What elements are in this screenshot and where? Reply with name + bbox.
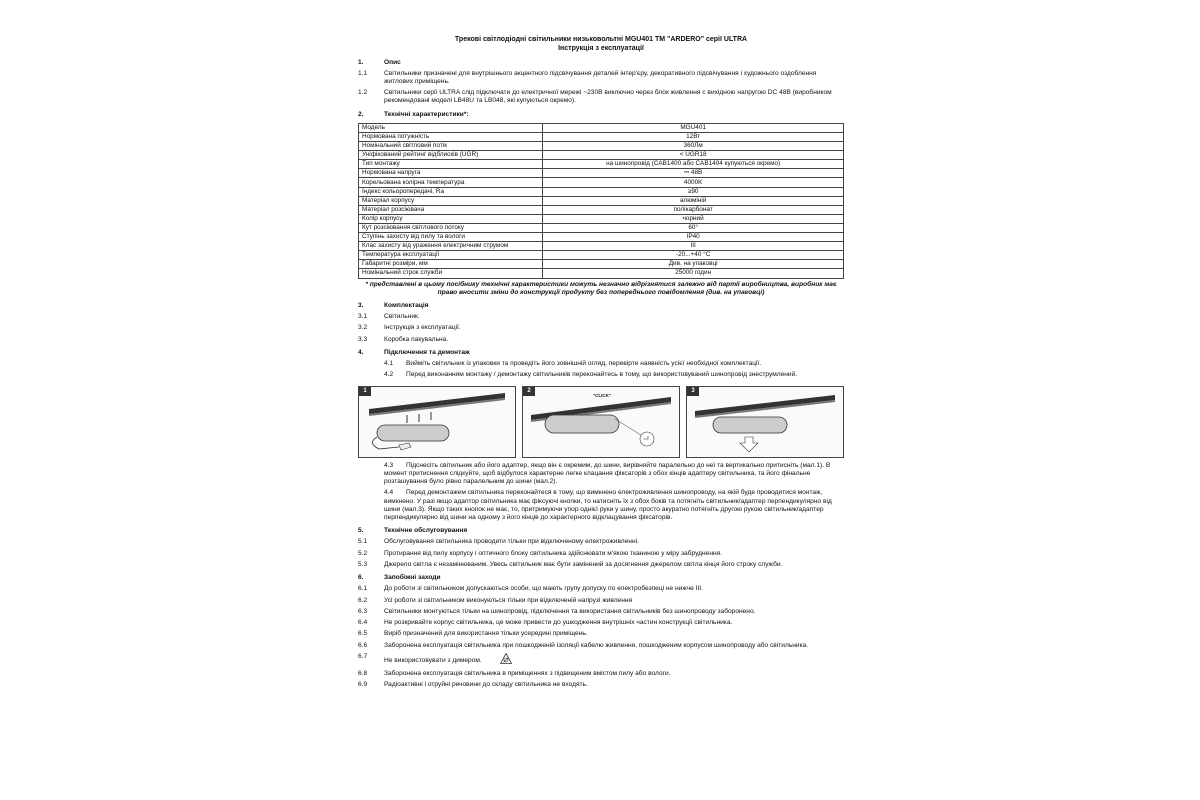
figure-number: 1 xyxy=(359,387,371,396)
figure-3-removal xyxy=(686,386,844,458)
paragraph-5-1 xyxy=(358,538,844,546)
spec-value: -20...+40 °С xyxy=(543,251,844,260)
spec-row xyxy=(359,187,844,196)
spec-row xyxy=(359,133,844,142)
spec-key: Матеріал розсіювача xyxy=(359,205,543,214)
spec-row xyxy=(359,123,844,132)
spec-table xyxy=(358,123,844,279)
spec-value: Див. на упаковці xyxy=(543,260,844,269)
spec-value: 12Вт xyxy=(543,133,844,142)
paragraph-text: Протирання від пилу корпусу і оптичного блоку світильника здійснювати м'якою тканиною у міру забруднення. xyxy=(384,549,723,557)
mounting-figures xyxy=(358,386,844,458)
section-title: Опис xyxy=(384,58,401,66)
paragraph-4-4 xyxy=(384,489,844,522)
paragraph-4-1 xyxy=(384,360,844,368)
instruction-page xyxy=(358,36,844,690)
paragraph-number: 6.6 xyxy=(358,641,368,649)
spec-value: полікарбонат xyxy=(543,205,844,214)
section-5-heading xyxy=(358,527,844,535)
paragraph-number: 6.7 xyxy=(358,652,368,660)
paragraph-text: Світильники монтуються тільки на шинопровід, підключення та використання світильників без шинопроводу заборонено. xyxy=(384,607,756,615)
paragraph-number: 6.1 xyxy=(358,585,368,593)
figure-number: 3 xyxy=(687,387,699,396)
spec-key: Номінальний світловий потік xyxy=(359,142,543,151)
paragraph-number: 5.2 xyxy=(358,549,368,557)
paragraph-number: 3.2 xyxy=(358,324,368,332)
spec-value: < UGR18 xyxy=(543,151,844,160)
paragraph-6-9 xyxy=(358,681,844,689)
paragraph-number: 4.1 xyxy=(384,360,394,368)
paragraph-text: Заборонена експлуатація світильника в приміщеннях з підвищеним вмістом пилу або вологи. xyxy=(384,670,671,678)
section-title: Технічні характеристики*: xyxy=(384,110,469,118)
paragraph-text: До роботи зі світильником допускаються особи, що мають групу допуску по електробезпеці не нижче III. xyxy=(384,585,703,593)
spec-row xyxy=(359,160,844,169)
paragraph-number: 1.2 xyxy=(358,89,368,97)
spec-key: Колір корпусу xyxy=(359,214,543,223)
spec-row xyxy=(359,214,844,223)
spec-key: Кут розсіювання світлового потоку xyxy=(359,223,543,232)
paragraph-text: Інструкція з експлуатації. xyxy=(384,324,461,332)
paragraph-number: 5.3 xyxy=(358,560,368,568)
spec-row xyxy=(359,169,844,178)
section-title: Технічне обслуговування xyxy=(384,527,468,535)
section-title: Комплектація xyxy=(384,301,429,309)
paragraph-text: Обслуговування світильника проводити тільки при відключеному електроживленні. xyxy=(384,538,639,546)
section-4-heading xyxy=(358,349,844,357)
doc-title: Трекові світлодіодні світильники низьковольтні MGU401 ТМ "ARDERO" серії ULTRA xyxy=(454,36,748,43)
section-2-heading xyxy=(358,111,844,119)
spec-key: Модель xyxy=(359,123,543,132)
paragraph-text: Перед виконанням монтажу / демонтажу світильників переконайтесь в тому, що використовуваний шинопровід знеструмлений. xyxy=(406,371,798,379)
figure-number: 2 xyxy=(523,387,535,396)
section-number: 1. xyxy=(358,58,364,66)
paragraph-text: Заборонена експлуатація світильника при пошкодженій ізоляції кабелю живлення, пошкодженим корпусом шинопроводу або світильника. xyxy=(384,641,809,649)
figure-2-click xyxy=(522,386,680,458)
spec-row xyxy=(359,178,844,187)
paragraph-6-4 xyxy=(358,619,844,627)
paragraph-text: Усі роботи зі світильником виконуються тільки при відключеній напрузі живлення xyxy=(384,596,633,604)
spec-row xyxy=(359,233,844,242)
paragraph-text: Світильники серії ULTRA слід підключати до електричної мережі ~230В виключно через блок живлення с вихідною напругою DC 48В (виробником рекомендовані моделі LB48U та LB048, які купуються окремо). xyxy=(384,89,832,105)
spec-value: 360Лм xyxy=(543,142,844,151)
paragraph-text: Підснесіть світильник або його адаптер, якщо він є окремим, до шини, вирівняйте паралельно до неї та вертикально притисніть (мал.1). В момент притиснення слідкуйте, щоб відбулося характерне легке клацання фіксаторів з обох кінців адаптеру світильника, та його фінальне розташування було рівно паралельним до шини (мал.2). xyxy=(384,461,831,486)
spec-key: Нормована потужність xyxy=(359,133,543,142)
spec-value: MGU401 xyxy=(543,123,844,132)
paragraph-number: 6.2 xyxy=(358,596,368,604)
spec-value: чорний xyxy=(543,214,844,223)
paragraph-6-6 xyxy=(358,642,844,650)
spec-row xyxy=(359,142,844,151)
section-title: Підключення та демонтаж xyxy=(384,348,470,356)
spec-value: III xyxy=(543,242,844,251)
paragraph-4-3 xyxy=(384,462,844,487)
spec-row xyxy=(359,242,844,251)
spec-key: Нормована напруга xyxy=(359,169,543,178)
spec-row xyxy=(359,196,844,205)
spec-value: ≥90 xyxy=(543,187,844,196)
paragraph-3-1 xyxy=(358,313,844,321)
paragraph-text-with-icon xyxy=(384,653,844,667)
paragraph-number: 6.9 xyxy=(358,681,368,689)
paragraph-4-2 xyxy=(384,371,844,379)
mounting-illustration xyxy=(359,387,515,457)
doc-subtitle: Інструкція з експлуатації xyxy=(558,44,644,52)
section-3-heading xyxy=(358,302,844,310)
spec-row xyxy=(359,260,844,269)
paragraph-text: Світильник. xyxy=(384,313,420,321)
paragraph-number: 4.4 xyxy=(384,489,394,497)
paragraph-number: 6.5 xyxy=(358,630,368,638)
paragraph-text: Перед демонтажем світильника переконайтеся в тому, що вимкнено електроживлення шинопроводу, на якій буде проводитися монтаж, вимкнено. У разі якщо адаптор світильника має фіксуючі кнопки, то натисніть їх з обох боків та потягніть світильник/адаптер перпендикулярно від шини (мал.3). Якщо таких кнопок не має, то, притримуючи упор однієї руки у шину, просто акуратно потягніть другою рукою світильник/адаптер перпендикулярно від шини на одному з його кінців до характерного відклацування фіксаторів. xyxy=(384,489,832,522)
paragraph-3-3 xyxy=(358,336,844,344)
spec-value: 4000K xyxy=(543,178,844,187)
figure-1-mounting xyxy=(358,386,516,458)
spec-key: Уніфікований рейтинг відблисків (UGR) xyxy=(359,151,543,160)
section-6-heading xyxy=(358,574,844,582)
paragraph-5-2 xyxy=(358,550,844,558)
paragraph-text: Радіоактивні і отруйні речовини до складу світильника не входять. xyxy=(384,681,588,689)
section-number: 6. xyxy=(358,574,364,582)
paragraph-6-5 xyxy=(358,630,844,638)
paragraph-text: Виріб призначений для використання тільки усередині приміщень. xyxy=(384,630,588,638)
spec-key: Номінальний строк служби xyxy=(359,269,543,278)
spec-key: Тип монтажу xyxy=(359,160,543,169)
section-number: 2. xyxy=(358,110,364,118)
spec-value: ⎓ 48В xyxy=(543,169,844,178)
no-dimmer-icon xyxy=(500,653,512,667)
section-number: 4. xyxy=(358,348,364,356)
spec-value: 25000 годин xyxy=(543,269,844,278)
spec-value: IP40 xyxy=(543,233,844,242)
spec-key: Габаритні розміри, мм xyxy=(359,260,543,269)
paragraph-text: Світильники призначені для внутрішнього акцентного підсвічування деталей інтер'єру, декоративного підсвічування і художнього оздоблення житлових приміщень. xyxy=(384,69,817,85)
spec-key: Ступінь захисту від пилу та вологи xyxy=(359,233,543,242)
paragraph-6-7 xyxy=(358,653,844,667)
paragraph-3-2 xyxy=(358,324,844,332)
paragraph-number: 1.1 xyxy=(358,69,368,77)
paragraph-6-2 xyxy=(358,597,844,605)
paragraph-text: Коробка пакувальна. xyxy=(384,335,449,343)
paragraph-text: Не використовувати з димером. xyxy=(384,656,482,664)
click-label: "CLICK" xyxy=(593,392,612,398)
spec-value: 60° xyxy=(543,223,844,232)
paragraph-number: 3.3 xyxy=(358,335,368,343)
paragraph-number: 6.4 xyxy=(358,619,368,627)
section-number: 5. xyxy=(358,527,364,535)
spec-row xyxy=(359,205,844,214)
spec-row xyxy=(359,251,844,260)
paragraph-text: Вийміть світильник із упаковки та проведіть його зовнішній огляд, перевірте наявність усієї необхідної комплектації. xyxy=(406,360,762,368)
spec-key: Корельована колірна температура xyxy=(359,178,543,187)
section-number: 3. xyxy=(358,301,364,309)
paragraph-number: 5.1 xyxy=(358,538,368,546)
paragraph-6-1 xyxy=(358,585,844,593)
paragraph-number: 6.3 xyxy=(358,607,368,615)
spec-row xyxy=(359,151,844,160)
spec-value: на шинопровід (CAB1400 або CAB1404 купуються окремо) xyxy=(543,160,844,169)
section-title: Запобіжні заходи xyxy=(384,574,441,582)
paragraph-6-8 xyxy=(358,670,844,678)
paragraph-number: 6.8 xyxy=(358,670,368,678)
paragraph-1-2 xyxy=(358,89,844,105)
paragraph-number: 3.1 xyxy=(358,313,368,321)
paragraph-5-3 xyxy=(358,561,844,569)
spec-row xyxy=(359,223,844,232)
spec-row xyxy=(359,269,844,278)
paragraph-text: Не розкривайте корпус світильника, це може привести до ушкодження внутрішніх частин конструкції світильника. xyxy=(384,619,733,627)
spec-key: Індекс кольоропередачі, Ra xyxy=(359,187,543,196)
paragraph-1-1 xyxy=(358,70,844,86)
paragraph-number: 4.3 xyxy=(384,461,394,469)
paragraph-number: 4.2 xyxy=(384,371,394,379)
section-1-heading xyxy=(358,59,844,67)
paragraph-text: Джерело світла є незамінюваним. Увесь світильник має бути замінений за досягнення джерелом світла кінця його строку служби. xyxy=(384,560,783,568)
spec-note: * представлені в цьому посібнику технічні характеристики можуть незначно відрізнятися залежно від партії виробництва, виробник має право вносити зміни до конструкції продукту без попереднього повідомлення (див. на упаковці) xyxy=(365,280,837,296)
spec-key: Температура експлуатації xyxy=(359,251,543,260)
spec-key: Матеріал корпусу xyxy=(359,196,543,205)
paragraph-6-3 xyxy=(358,608,844,616)
spec-key: Клас захисту від ураження електричним струмом xyxy=(359,242,543,251)
removal-illustration xyxy=(687,387,843,457)
spec-value: алюміній xyxy=(543,196,844,205)
